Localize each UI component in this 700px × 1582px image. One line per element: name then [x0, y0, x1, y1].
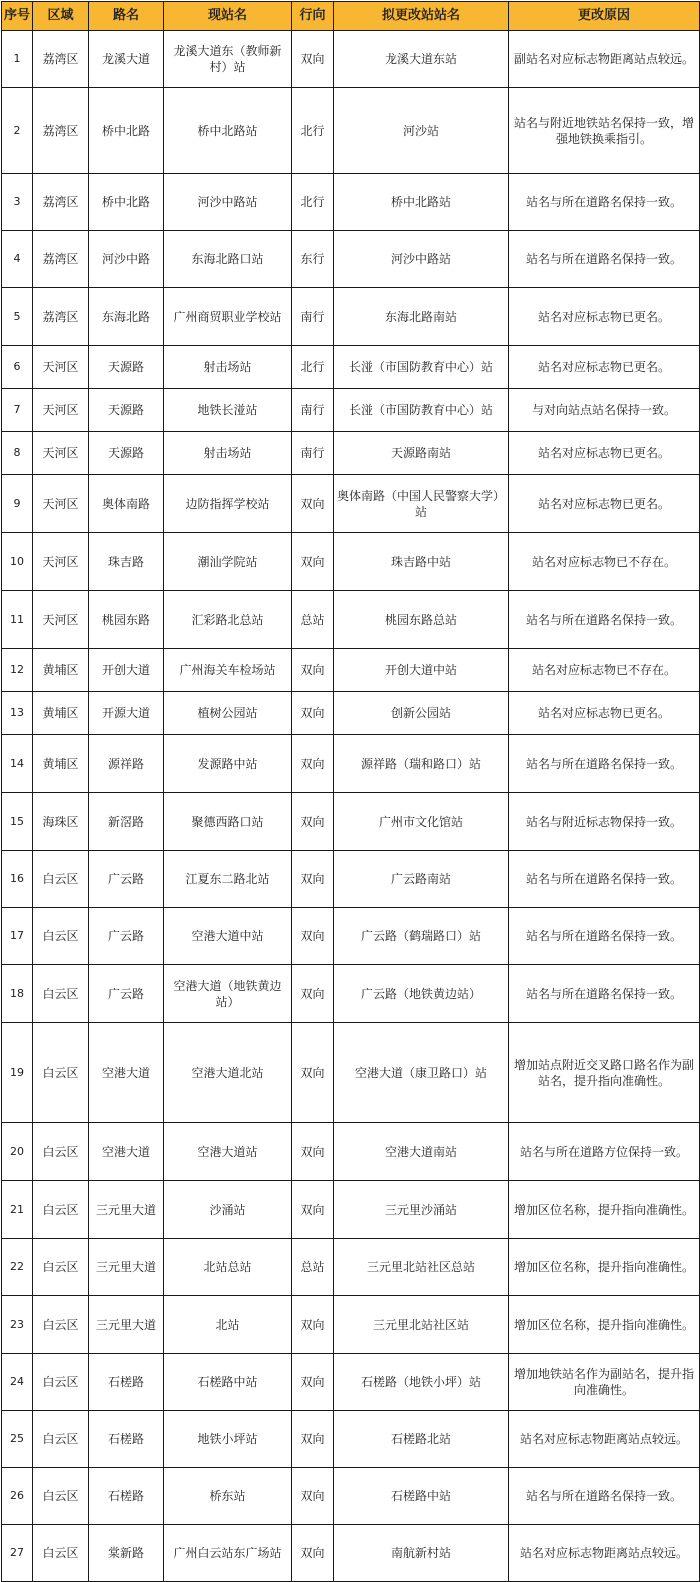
- cell-no: 20: [2, 1123, 33, 1181]
- cell-direction: 双向: [292, 31, 334, 88]
- table-row: [2, 1239, 700, 1296]
- table-row: [2, 1411, 700, 1468]
- cell-proposed-name: 桃园东路总站: [334, 591, 509, 649]
- cell-reason: 站名对应标志物距离站点较远。: [509, 1411, 700, 1468]
- cell-road: 珠吉路: [89, 533, 164, 591]
- cell-no: 25: [2, 1411, 33, 1468]
- table-row: [2, 735, 700, 793]
- cell-road: 新滘路: [89, 793, 164, 851]
- cell-proposed-name: 三元里北站社区站: [334, 1296, 509, 1354]
- table-row: [2, 965, 700, 1023]
- cell-district: 天河区: [33, 389, 89, 432]
- cell-road: 广云路: [89, 851, 164, 908]
- cell-no: 12: [2, 649, 33, 692]
- cell-direction: 双向: [292, 1525, 334, 1582]
- cell-no: 1: [2, 31, 33, 88]
- cell-road: 奥体南路: [89, 475, 164, 533]
- cell-proposed-name: 南航新村站: [334, 1525, 509, 1582]
- cell-no: 17: [2, 908, 33, 965]
- cell-no: 26: [2, 1468, 33, 1525]
- cell-district: 白云区: [33, 1023, 89, 1123]
- cell-reason: 站名对应标志物已不存在。: [509, 649, 700, 692]
- table-row: [2, 231, 700, 288]
- station-rename-table: [1, 1, 700, 1582]
- cell-no: 21: [2, 1181, 33, 1239]
- cell-no: 2: [2, 88, 33, 174]
- cell-current-name: 地铁长湴站: [164, 389, 292, 432]
- cell-proposed-name: 东海北路南站: [334, 288, 509, 346]
- table-row: [2, 346, 700, 389]
- cell-no: 9: [2, 475, 33, 533]
- cell-current-name: 空港大道站: [164, 1123, 292, 1181]
- cell-district: 白云区: [33, 1123, 89, 1181]
- cell-current-name: 北站: [164, 1296, 292, 1354]
- header-road: 路名: [89, 2, 164, 31]
- cell-current-name: 桥东站: [164, 1468, 292, 1525]
- table-row: [2, 389, 700, 432]
- cell-direction: 双向: [292, 1023, 334, 1123]
- cell-current-name: 北站总站: [164, 1239, 292, 1296]
- header-direction: 行向: [292, 2, 334, 31]
- cell-district: 天河区: [33, 475, 89, 533]
- table-row: [2, 1296, 700, 1354]
- cell-district: 荔湾区: [33, 31, 89, 88]
- cell-direction: 双向: [292, 1181, 334, 1239]
- cell-proposed-name: 石槎路（地铁小坪）站: [334, 1354, 509, 1411]
- cell-no: 11: [2, 591, 33, 649]
- cell-road: 石槎路: [89, 1468, 164, 1525]
- cell-road: 桥中北路: [89, 174, 164, 231]
- cell-reason: 增加站点附近交叉路口路名作为副站名，提升指向准确性。: [509, 1023, 700, 1123]
- cell-road: 三元里大道: [89, 1181, 164, 1239]
- cell-current-name: 射击场站: [164, 346, 292, 389]
- cell-road: 桥中北路: [89, 88, 164, 174]
- cell-reason: 站名与附近标志物保持一致。: [509, 793, 700, 851]
- cell-district: 白云区: [33, 1181, 89, 1239]
- cell-proposed-name: 石槎路中站: [334, 1468, 509, 1525]
- header-district: 区域: [33, 2, 89, 31]
- cell-proposed-name: 奥体南路（中国人民警察大学）站: [334, 475, 509, 533]
- cell-current-name: 河沙中路站: [164, 174, 292, 231]
- cell-current-name: 空港大道中站: [164, 908, 292, 965]
- cell-reason: 站名与所在道路名保持一致。: [509, 1468, 700, 1525]
- cell-proposed-name: 开创大道中站: [334, 649, 509, 692]
- cell-no: 14: [2, 735, 33, 793]
- cell-proposed-name: 空港大道（康卫路口）站: [334, 1023, 509, 1123]
- cell-road: 空港大道: [89, 1123, 164, 1181]
- cell-district: 黄埔区: [33, 735, 89, 793]
- cell-proposed-name: 河沙中路站: [334, 231, 509, 288]
- cell-no: 6: [2, 346, 33, 389]
- cell-direction: 北行: [292, 346, 334, 389]
- cell-reason: 站名对应标志物已更名。: [509, 346, 700, 389]
- cell-road: 开创大道: [89, 649, 164, 692]
- cell-reason: 增加区位名称，提升指向准确性。: [509, 1239, 700, 1296]
- cell-direction: 南行: [292, 288, 334, 346]
- cell-direction: 双向: [292, 793, 334, 851]
- cell-direction: 北行: [292, 88, 334, 174]
- cell-current-name: 沙涌站: [164, 1181, 292, 1239]
- cell-proposed-name: 广云路（地铁黄边站）: [334, 965, 509, 1023]
- cell-reason: 副站名对应标志物距离站点较远。: [509, 31, 700, 88]
- cell-current-name: 边防指挥学校站: [164, 475, 292, 533]
- cell-district: 白云区: [33, 1411, 89, 1468]
- cell-no: 27: [2, 1525, 33, 1582]
- cell-road: 广云路: [89, 965, 164, 1023]
- cell-district: 白云区: [33, 1354, 89, 1411]
- cell-no: 16: [2, 851, 33, 908]
- cell-proposed-name: 天源路南站: [334, 432, 509, 475]
- cell-proposed-name: 珠吉路中站: [334, 533, 509, 591]
- cell-no: 4: [2, 231, 33, 288]
- header-row: [2, 2, 700, 31]
- cell-district: 黄埔区: [33, 692, 89, 735]
- cell-current-name: 汇彩路北总站: [164, 591, 292, 649]
- cell-road: 空港大道: [89, 1023, 164, 1123]
- cell-reason: 站名与所在道路名保持一致。: [509, 908, 700, 965]
- table-row: [2, 1354, 700, 1411]
- table-row: [2, 591, 700, 649]
- cell-no: 15: [2, 793, 33, 851]
- table-row: [2, 908, 700, 965]
- cell-no: 18: [2, 965, 33, 1023]
- cell-district: 荔湾区: [33, 231, 89, 288]
- cell-road: 天源路: [89, 389, 164, 432]
- cell-direction: 双向: [292, 1354, 334, 1411]
- cell-proposed-name: 三元里北站社区总站: [334, 1239, 509, 1296]
- cell-direction: 南行: [292, 432, 334, 475]
- table-row: [2, 1123, 700, 1181]
- cell-current-name: 江夏东二路北站: [164, 851, 292, 908]
- table-row: [2, 1468, 700, 1525]
- cell-direction: 双向: [292, 1411, 334, 1468]
- cell-direction: 双向: [292, 649, 334, 692]
- cell-current-name: 东海北路口站: [164, 231, 292, 288]
- cell-current-name: 龙溪大道东（教师新村）站: [164, 31, 292, 88]
- cell-reason: 增加区位名称，提升指向准确性。: [509, 1181, 700, 1239]
- header-no: 序号: [2, 2, 33, 31]
- cell-reason: 站名对应标志物已不存在。: [509, 533, 700, 591]
- cell-proposed-name: 桥中北路站: [334, 174, 509, 231]
- cell-proposed-name: 创新公园站: [334, 692, 509, 735]
- cell-road: 东海北路: [89, 288, 164, 346]
- cell-reason: 站名与所在道路名保持一致。: [509, 735, 700, 793]
- table-row: [2, 692, 700, 735]
- cell-road: 广云路: [89, 908, 164, 965]
- cell-district: 白云区: [33, 965, 89, 1023]
- cell-district: 天河区: [33, 432, 89, 475]
- table-body: [2, 31, 700, 1582]
- cell-road: 天源路: [89, 432, 164, 475]
- cell-direction: 双向: [292, 475, 334, 533]
- table-row: [2, 793, 700, 851]
- cell-direction: 双向: [292, 735, 334, 793]
- cell-current-name: 潮汕学院站: [164, 533, 292, 591]
- cell-no: 13: [2, 692, 33, 735]
- cell-current-name: 发源路中站: [164, 735, 292, 793]
- cell-current-name: 广州白云站东广场站: [164, 1525, 292, 1582]
- cell-current-name: 地铁小坪站: [164, 1411, 292, 1468]
- cell-road: 三元里大道: [89, 1296, 164, 1354]
- cell-direction: 双向: [292, 1123, 334, 1181]
- cell-no: 22: [2, 1239, 33, 1296]
- cell-reason: 站名对应标志物已更名。: [509, 288, 700, 346]
- table-row: [2, 288, 700, 346]
- cell-district: 荔湾区: [33, 288, 89, 346]
- cell-proposed-name: 龙溪大道东站: [334, 31, 509, 88]
- cell-road: 源祥路: [89, 735, 164, 793]
- cell-reason: 增加区位名称，提升指向准确性。: [509, 1296, 700, 1354]
- cell-district: 海珠区: [33, 793, 89, 851]
- cell-road: 石槎路: [89, 1354, 164, 1411]
- cell-road: 三元里大道: [89, 1239, 164, 1296]
- header-reason: 更改原因: [509, 2, 700, 31]
- cell-current-name: 桥中北路站: [164, 88, 292, 174]
- cell-no: 8: [2, 432, 33, 475]
- cell-proposed-name: 长湴（市国防教育中心）站: [334, 346, 509, 389]
- table-row: [2, 31, 700, 88]
- cell-current-name: 空港大道北站: [164, 1023, 292, 1123]
- cell-district: 白云区: [33, 1525, 89, 1582]
- cell-road: 龙溪大道: [89, 31, 164, 88]
- table-row: [2, 1181, 700, 1239]
- cell-reason: 站名与所在道路名保持一致。: [509, 851, 700, 908]
- cell-district: 白云区: [33, 851, 89, 908]
- cell-no: 3: [2, 174, 33, 231]
- cell-direction: 双向: [292, 533, 334, 591]
- cell-no: 19: [2, 1023, 33, 1123]
- cell-district: 白云区: [33, 1239, 89, 1296]
- cell-district: 荔湾区: [33, 88, 89, 174]
- cell-direction: 双向: [292, 692, 334, 735]
- cell-road: 河沙中路: [89, 231, 164, 288]
- cell-direction: 双向: [292, 851, 334, 908]
- cell-district: 天河区: [33, 346, 89, 389]
- cell-district: 天河区: [33, 533, 89, 591]
- cell-reason: 站名与附近地铁站名保持一致，增强地铁换乘指引。: [509, 88, 700, 174]
- table-row: [2, 475, 700, 533]
- cell-direction: 东行: [292, 231, 334, 288]
- cell-road: 开源大道: [89, 692, 164, 735]
- cell-reason: 站名与所在道路名保持一致。: [509, 591, 700, 649]
- cell-district: 白云区: [33, 1468, 89, 1525]
- cell-direction: 双向: [292, 965, 334, 1023]
- cell-district: 荔湾区: [33, 174, 89, 231]
- cell-road: 石槎路: [89, 1411, 164, 1468]
- table-row: [2, 432, 700, 475]
- cell-proposed-name: 空港大道南站: [334, 1123, 509, 1181]
- cell-direction: 双向: [292, 908, 334, 965]
- cell-proposed-name: 石槎路北站: [334, 1411, 509, 1468]
- cell-direction: 南行: [292, 389, 334, 432]
- cell-no: 7: [2, 389, 33, 432]
- cell-no: 5: [2, 288, 33, 346]
- table-row: [2, 1525, 700, 1582]
- cell-reason: 站名对应标志物已更名。: [509, 432, 700, 475]
- cell-district: 白云区: [33, 1296, 89, 1354]
- cell-district: 黄埔区: [33, 649, 89, 692]
- cell-proposed-name: 三元里沙涌站: [334, 1181, 509, 1239]
- cell-reason: 站名与所在道路名保持一致。: [509, 174, 700, 231]
- cell-road: 棠新路: [89, 1525, 164, 1582]
- cell-district: 白云区: [33, 908, 89, 965]
- cell-current-name: 空港大道（地铁黄边站）: [164, 965, 292, 1023]
- table-row: [2, 88, 700, 174]
- cell-proposed-name: 源祥路（瑞和路口）站: [334, 735, 509, 793]
- table-row: [2, 649, 700, 692]
- cell-current-name: 石槎路中站: [164, 1354, 292, 1411]
- cell-current-name: 聚德西路口站: [164, 793, 292, 851]
- cell-proposed-name: 广云路南站: [334, 851, 509, 908]
- cell-direction: 北行: [292, 174, 334, 231]
- cell-direction: 双向: [292, 1468, 334, 1525]
- cell-no: 24: [2, 1354, 33, 1411]
- cell-reason: 站名对应标志物已更名。: [509, 692, 700, 735]
- cell-direction: 总站: [292, 591, 334, 649]
- header-proposed-name: 拟更改站站名: [334, 2, 509, 31]
- cell-reason: 站名对应标志物距离站点较远。: [509, 1525, 700, 1582]
- header-current-name: 现站名: [164, 2, 292, 31]
- table-row: [2, 851, 700, 908]
- cell-proposed-name: 长湴（市国防教育中心）站: [334, 389, 509, 432]
- cell-current-name: 广州商贸职业学校站: [164, 288, 292, 346]
- cell-road: 天源路: [89, 346, 164, 389]
- cell-direction: 双向: [292, 1296, 334, 1354]
- cell-reason: 站名与所在道路名保持一致。: [509, 231, 700, 288]
- cell-reason: 站名与所在道路方位保持一致。: [509, 1123, 700, 1181]
- cell-no: 23: [2, 1296, 33, 1354]
- cell-proposed-name: 广云路（鹤瑞路口）站: [334, 908, 509, 965]
- cell-reason: 站名对应标志物已更名。: [509, 475, 700, 533]
- cell-current-name: 植树公园站: [164, 692, 292, 735]
- cell-reason: 与对向站点站名保持一致。: [509, 389, 700, 432]
- cell-current-name: 射击场站: [164, 432, 292, 475]
- cell-proposed-name: 河沙站: [334, 88, 509, 174]
- table-row: [2, 1023, 700, 1123]
- cell-proposed-name: 广州市文化馆站: [334, 793, 509, 851]
- cell-current-name: 广州海关车检场站: [164, 649, 292, 692]
- cell-direction: 总站: [292, 1239, 334, 1296]
- cell-no: 10: [2, 533, 33, 591]
- table-row: [2, 533, 700, 591]
- table-row: [2, 174, 700, 231]
- cell-district: 天河区: [33, 591, 89, 649]
- cell-road: 桃园东路: [89, 591, 164, 649]
- cell-reason: 站名与所在道路名保持一致。: [509, 965, 700, 1023]
- cell-reason: 增加地铁站名作为副站名，提升指向准确性。: [509, 1354, 700, 1411]
